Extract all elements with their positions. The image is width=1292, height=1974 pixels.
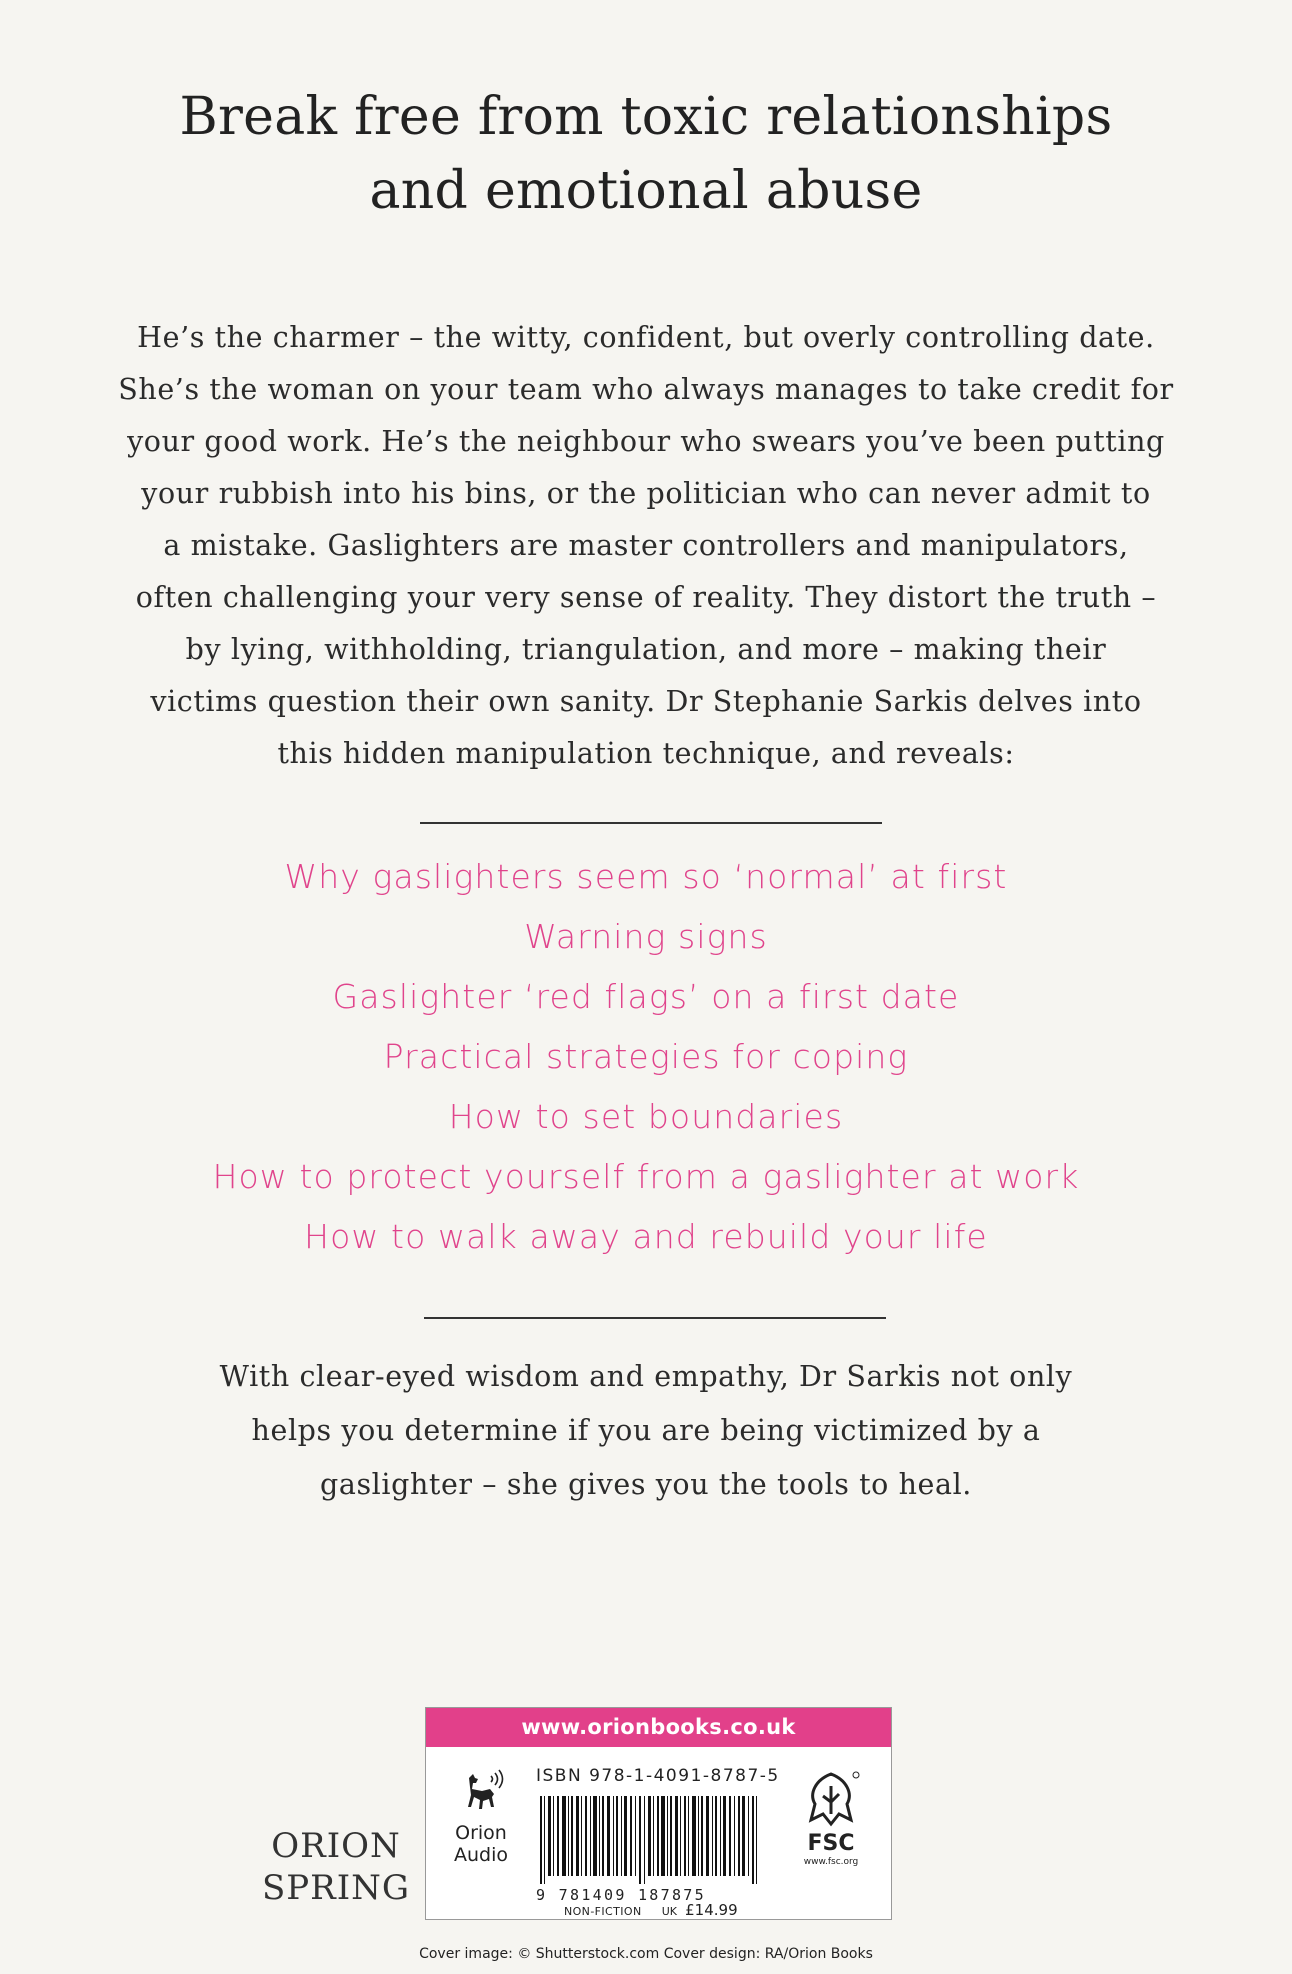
blurb-paragraph — [80, 312, 1212, 780]
barcode-digits: 9 781409 187875 — [536, 1886, 706, 1904]
isbn-text: ISBN 978-1-4091-8787-5 — [536, 1766, 780, 1786]
headline — [0, 80, 1292, 228]
feature-item: Why gaslighters seem so ‘normal’ at first — [284, 857, 1008, 896]
feature-item: How to walk away and rebuild your life — [304, 1217, 988, 1256]
headline-line-2: and emotional abuse — [369, 161, 923, 221]
orion-audio-logo — [446, 1768, 516, 1866]
closing-line: helps you determine if you are being victimized by a — [251, 1414, 1041, 1447]
closing-paragraph — [80, 1350, 1212, 1512]
feature-item: How to protect yourself from a gaslighter at work — [212, 1157, 1080, 1196]
closing-line: With clear-eyed wisdom and empathy, Dr Sarkis not only — [219, 1360, 1073, 1393]
publisher-logo — [256, 1825, 416, 1909]
audio-line-1: Orion — [455, 1822, 507, 1844]
fsc-label: FSC — [807, 1831, 855, 1856]
category-label: NON-FICTION — [564, 1905, 642, 1918]
blurb-line: your good work. He’s the neighbour who swears you’ve been putting — [127, 425, 1165, 458]
blurb-line: often challenging your very sense of reality. They distort the truth – — [135, 581, 1157, 614]
feature-item: Gaslighter ‘red flags’ on a first date — [332, 977, 960, 1016]
blurb-line: victims question their own sanity. Dr Stephanie Sarkis delves into — [150, 685, 1142, 718]
audio-line-2: Audio — [453, 1844, 508, 1866]
feature-item: Practical strategies for coping — [383, 1037, 909, 1076]
publisher-line-2: SPRING — [261, 1868, 411, 1908]
website-url[interactable]: www.orionbooks.co.uk — [426, 1708, 891, 1747]
feature-list — [0, 847, 1292, 1267]
fsc-logo — [786, 1770, 876, 1868]
fsc-url: www.fsc.org — [803, 1857, 859, 1867]
blurb-line: He’s the charmer – the witty, confident, but overly controlling date. — [137, 321, 1155, 354]
divider-top — [420, 822, 882, 824]
divider-bottom — [424, 1317, 886, 1319]
price-value: £14.99 — [685, 1901, 738, 1919]
blurb-line: She’s the woman on your team who always manages to take credit for — [118, 373, 1174, 406]
region-label: UK — [661, 1905, 677, 1918]
blurb-line: your rubbish into his bins, or the politician who can never admit to — [141, 477, 1151, 510]
price-line — [564, 1901, 738, 1919]
closing-line: gaslighter – she gives you the tools to heal. — [320, 1468, 972, 1501]
feature-item: How to set boundaries — [448, 1097, 844, 1136]
fsc-tree-icon — [801, 1770, 861, 1828]
headline-line-1: Break free from toxic relationships — [179, 87, 1113, 147]
greyhound-icon — [455, 1768, 507, 1820]
publisher-line-1: ORION — [271, 1826, 401, 1866]
barcode-image — [536, 1796, 766, 1884]
blurb-line: a mistake. Gaslighters are master controllers and manipulators, — [163, 529, 1129, 562]
blurb-line: by lying, withholding, triangulation, and more – making their — [185, 633, 1107, 666]
feature-item: Warning signs — [524, 917, 768, 956]
cover-credits: Cover image: © Shutterstock.com Cover design: RA/Orion Books — [419, 1946, 873, 1962]
barcode-panel — [425, 1707, 892, 1920]
blurb-line: this hidden manipulation technique, and reveals: — [277, 737, 1015, 770]
